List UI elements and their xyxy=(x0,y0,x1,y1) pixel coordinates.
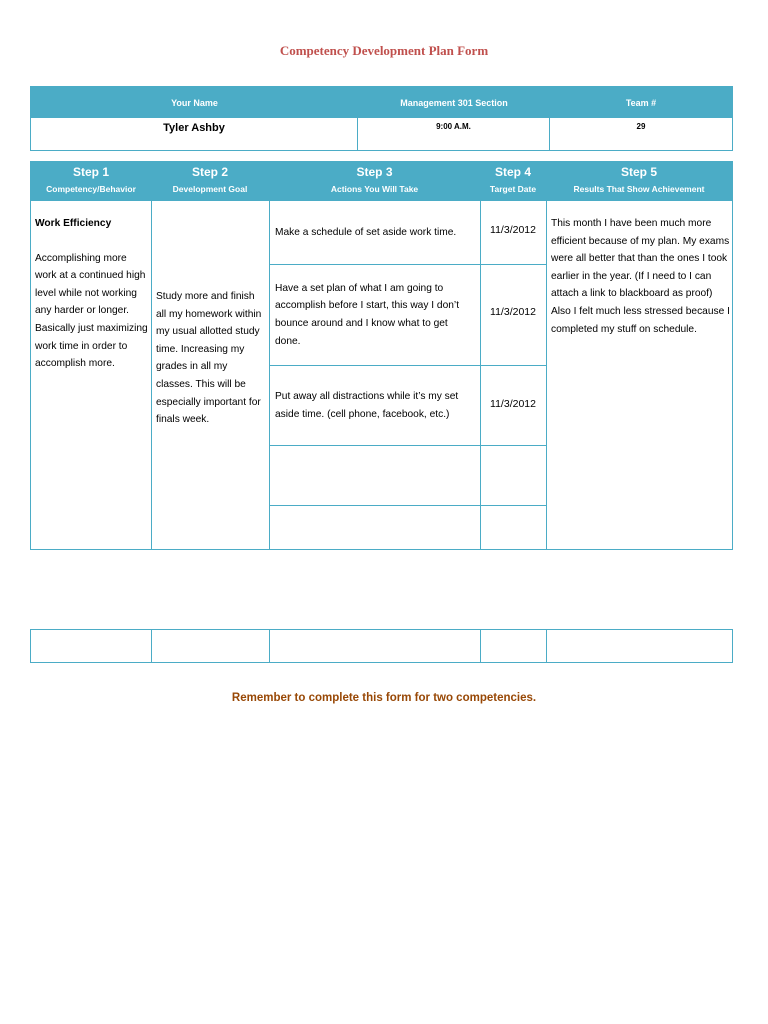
section-value: 9:00 A.M. xyxy=(436,122,471,131)
step-3-label: Step 3 xyxy=(356,165,393,179)
competency-title: Work Efficiency xyxy=(35,218,112,229)
action-cell-4[interactable] xyxy=(275,446,476,505)
blank-plan-row[interactable] xyxy=(30,629,733,663)
section-cell[interactable] xyxy=(358,118,550,150)
step-1-header xyxy=(31,162,151,201)
reminder-note: Remember to complete this form for two competencies. xyxy=(231,692,537,704)
development-goal-cell[interactable] xyxy=(156,288,266,429)
step-4-header xyxy=(480,162,546,201)
results-text: This month I have been much more efficient because of my plan. My exams were all better that than the ones I took earlier in the year. (If I need to I can attach a link to blackboard as proof) Also I felt much less stressed because I completed my stuff on schedule. xyxy=(551,218,730,335)
column-divider xyxy=(269,201,270,549)
competency-cell[interactable] xyxy=(35,215,149,373)
action-text-2: Have a set plan of what I am going to accomplish before I start, this way I don’t bounce around and I know what to get done. xyxy=(275,282,460,347)
info-value-row xyxy=(31,118,732,150)
step-2-label: Step 2 xyxy=(191,165,228,179)
plan-table xyxy=(30,161,733,550)
column-divider xyxy=(546,201,547,549)
step-5-label: Step 5 xyxy=(620,165,657,179)
target-date-2: 11/3/2012 xyxy=(490,306,536,318)
info-table xyxy=(30,86,733,151)
step-5-sublabel: Results That Show Achievement xyxy=(573,184,705,194)
step-4-sublabel: Target Date xyxy=(489,184,537,194)
step-1-label: Step 1 xyxy=(72,165,109,179)
plan-header-row xyxy=(31,162,732,201)
team-cell[interactable] xyxy=(550,118,732,150)
results-cell[interactable] xyxy=(551,215,731,338)
target-date-cell-2[interactable] xyxy=(480,265,546,359)
competency-description: Accomplishing more work at a continued high level while not working any harder or longer. Basically just maximizing work time in order to accomplish more. xyxy=(35,252,148,370)
step-3-sublabel: Actions You Will Take xyxy=(330,184,419,194)
team-header: Team # xyxy=(625,97,657,108)
development-goal-text: Study more and finish all my homework within my usual allotted study time. Increasing my grades in all my classes. This will be especially important for finals week. xyxy=(156,291,262,426)
action-cell-5[interactable] xyxy=(275,506,476,549)
step-1-sublabel: Competency/Behavior xyxy=(46,184,136,194)
target-date-cell-3[interactable] xyxy=(480,366,546,441)
target-date-1: 11/3/2012 xyxy=(490,224,536,236)
step-2-sublabel: Development Goal xyxy=(172,184,248,194)
your-name-header: Your Name xyxy=(171,97,218,108)
step-5-header xyxy=(546,162,732,201)
target-date-cell-4[interactable] xyxy=(480,446,546,505)
form-title: Competency Development Plan Form xyxy=(279,43,489,58)
section-header: Management 301 Section xyxy=(400,97,508,108)
target-date-cell-5[interactable] xyxy=(480,506,546,549)
step-3-header xyxy=(269,162,480,201)
column-divider xyxy=(151,630,152,662)
column-divider xyxy=(269,630,270,662)
step-4-label: Step 4 xyxy=(494,165,531,179)
column-divider xyxy=(151,201,152,549)
step-2-header xyxy=(151,162,269,201)
info-header-row xyxy=(31,87,732,118)
team-value: 29 xyxy=(636,122,646,131)
your-name-cell[interactable] xyxy=(31,118,358,150)
your-name-value: Tyler Ashby xyxy=(163,122,225,134)
target-date-cell-1[interactable] xyxy=(480,202,546,258)
action-text-3: Put away all distractions while it’s my set aside time. (cell phone, facebook, etc.) xyxy=(275,390,459,420)
column-divider xyxy=(546,630,547,662)
action-text-1: Make a schedule of set aside work time. xyxy=(275,227,457,239)
action-cell-2[interactable] xyxy=(275,265,476,365)
action-cell-1[interactable] xyxy=(275,202,476,264)
column-divider xyxy=(480,630,481,662)
target-date-3: 11/3/2012 xyxy=(490,397,536,410)
action-cell-3[interactable] xyxy=(275,366,476,445)
